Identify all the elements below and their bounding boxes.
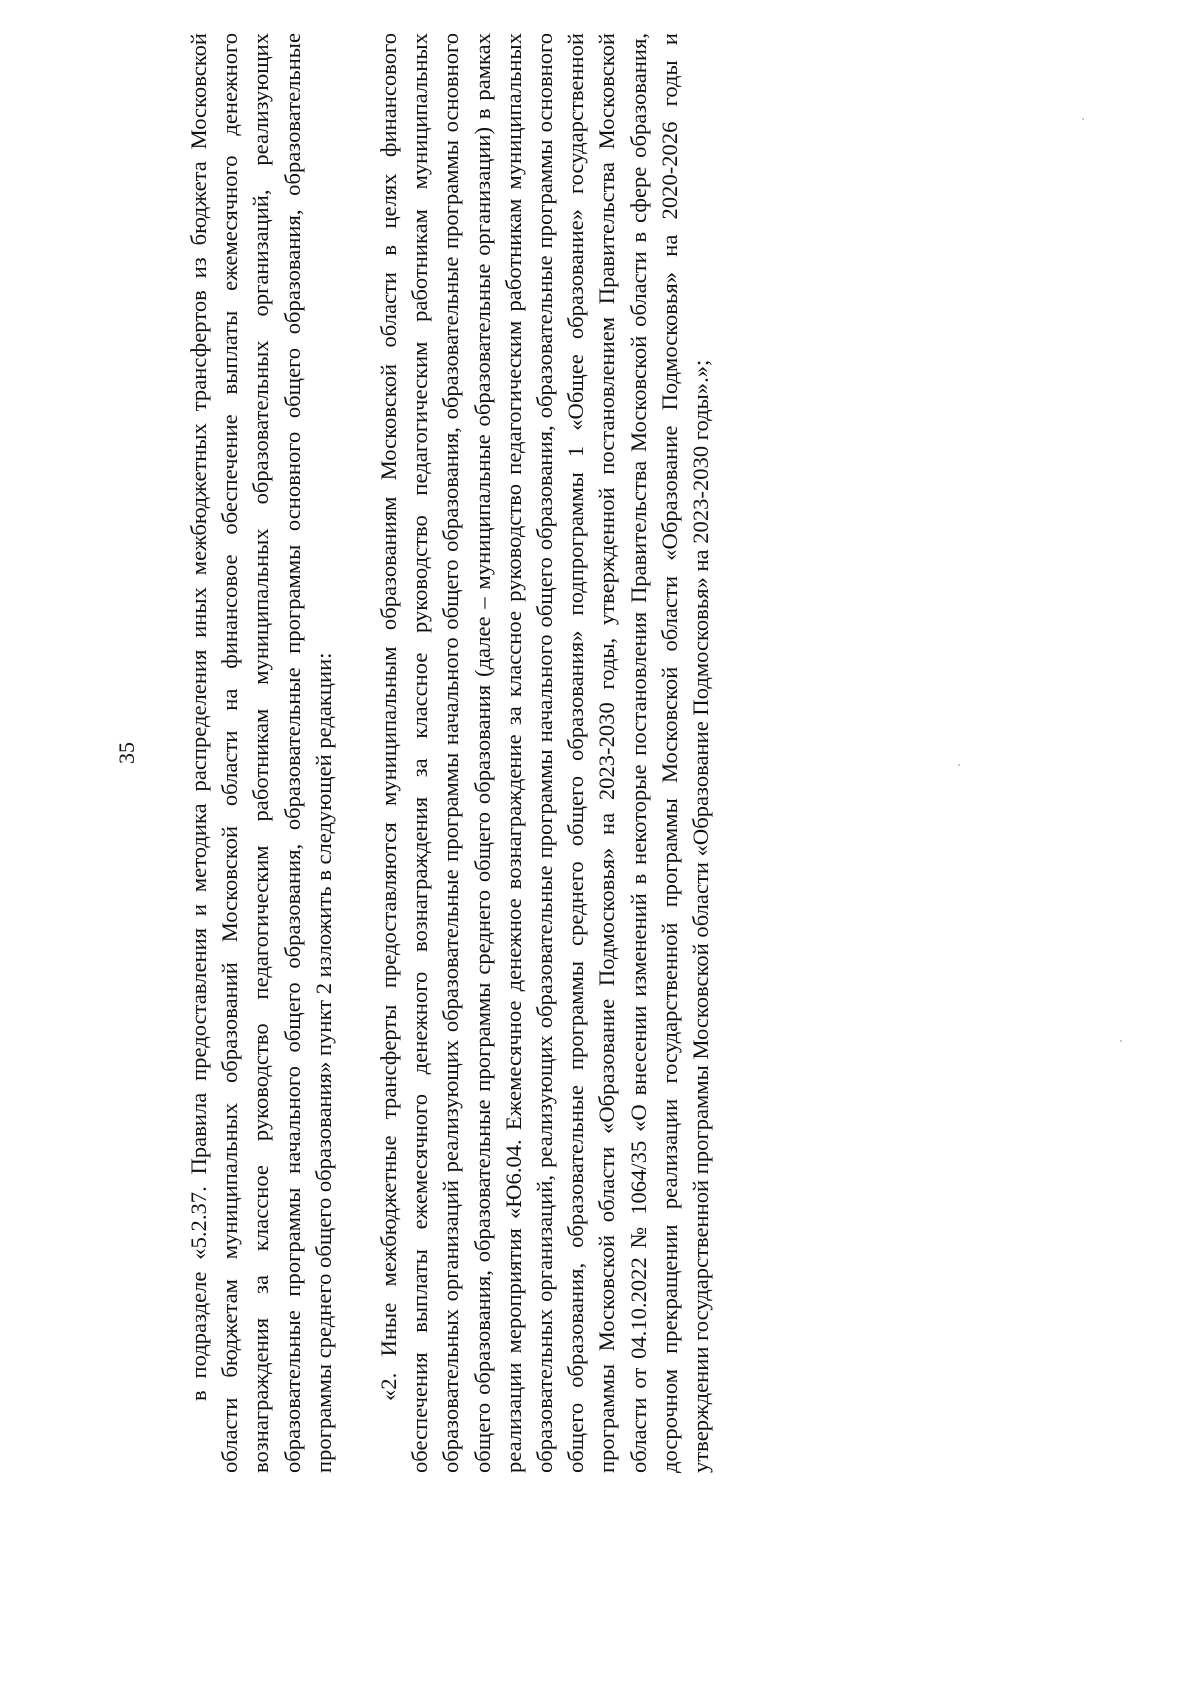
- rotated-text-block: [114, 33, 823, 1473]
- scan-speck: [1120, 1040, 1122, 1042]
- scan-speck: [958, 764, 960, 766]
- scan-speck: [1082, 118, 1084, 120]
- paragraph-item-2: «2. Иные межбюджетные трансферты предоставляются муниципальным образованиям Московской области в целях финансового обеспечения выплаты ежемесячного денежного вознаграждения за классное руководство педагогическим работникам муниципальных образовательных организаций реализующих образовательные программы начального общего образования, образовательные программы основного общего образования, образовательные программы среднего общего образования (далее – муниципальные образовательные организации) в рамках реализации мероприятия «Ю6.04. Ежемесячное денежное вознаграждение за классное руководство педагогическим работникам муниципальных образовательных организаций, реализующих образовательные программы начального общего образования, образовательные программы основного общего образования, образовательные программы среднего общего образования» подпрограммы 1 «Общее образование» государственной программы Московской области «Образование Подмосковья» на 2023-2030 годы, утвержденной постановлением Правительства Московской области от 04.10.2022 № 1064/35 «О внесении изменений в некоторые постановления Правительства Московской области в сфере образования, досрочном прекращении реализации государственной программы Московской области «Образование Подмосковья» на 2020-2026 годы и утверждении государственной программы Московской области «Образование Подмосковья» на 2023-2030 годы».»;: [376, 33, 714, 1473]
- page-number: 35: [114, 742, 139, 764]
- paragraph-amendment-intro: в подразделе «5.2.37. Правила предоставления и методика распределения иных межбюджетных трансфертов из бюджета Московской области бюджетам муниципальных образований Московской области на финансовое обеспечение выплаты ежемесячного денежного вознаграждения за классное руководство педагогическим работникам муниципальных образовательных организаций, реализующих образовательные программы начального общего образования, образовательные программы основного общего образования, образовательные программы среднего общего образования» пункт 2 изложить в следующей редакции:: [186, 33, 336, 1473]
